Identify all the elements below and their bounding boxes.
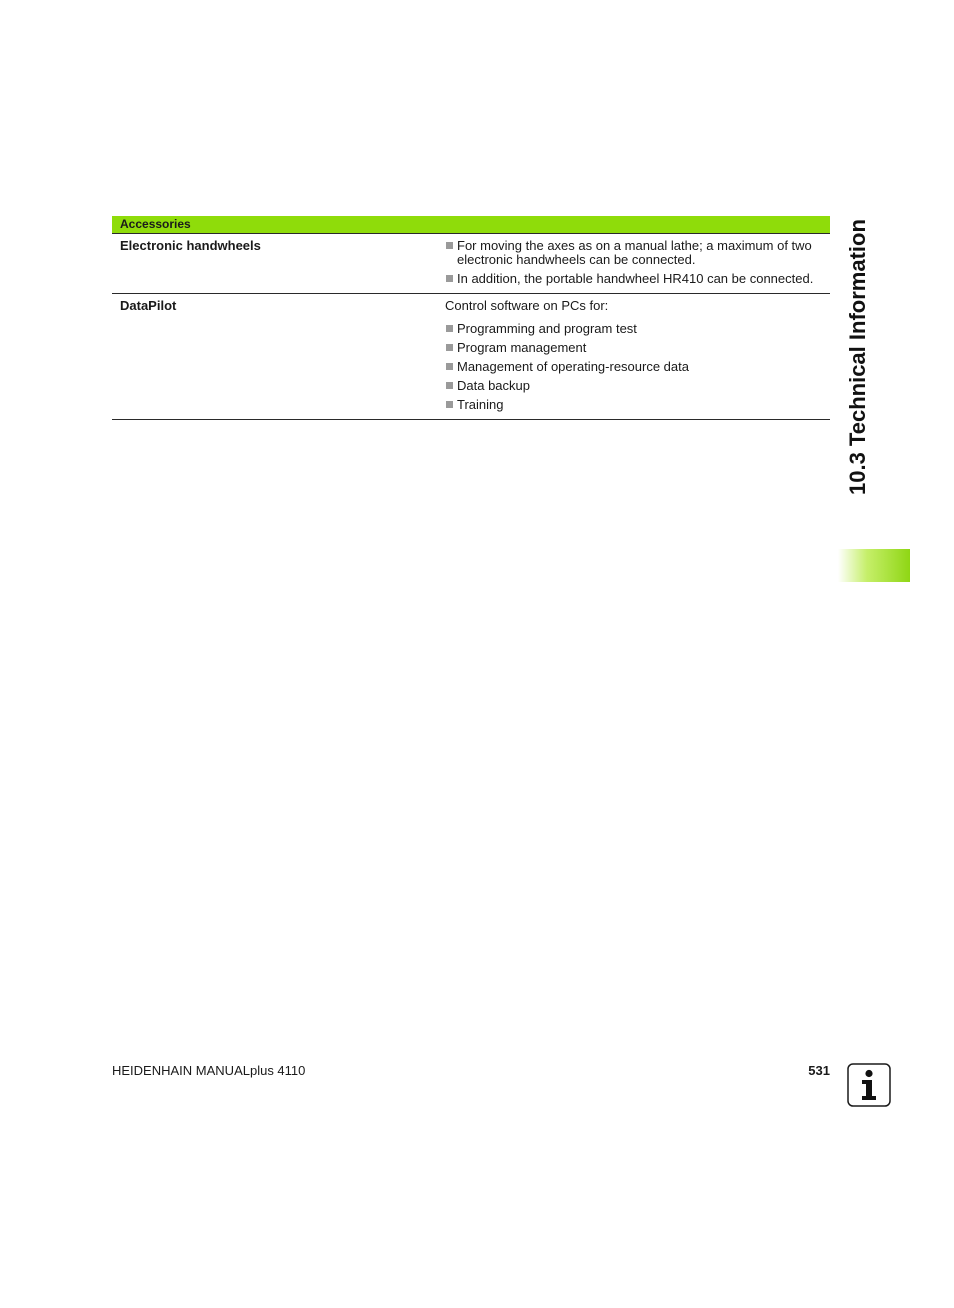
list-item-text: Data backup: [457, 378, 530, 393]
list-item: [445, 239, 830, 267]
square-bullet-icon: [446, 344, 453, 351]
square-bullet-icon: [446, 325, 453, 332]
list-item-text: For moving the axes as on a manual lathe; a maximum of two electronic handwheels can be connected.: [457, 238, 812, 267]
chapter-side-title: 10.3 Technical Information: [845, 219, 870, 495]
list-item-text: Programming and program test: [457, 321, 637, 336]
table-row: [112, 294, 830, 420]
chapter-tab-marker: [838, 549, 910, 582]
accessories-table: [112, 216, 830, 420]
list-item-text: Program management: [457, 340, 587, 355]
square-bullet-icon: [446, 401, 453, 408]
list-item-text: In addition, the portable handwheel HR410 can be connected.: [457, 271, 814, 286]
list-item: [445, 379, 830, 393]
list-item: [445, 272, 830, 286]
square-bullet-icon: [446, 275, 453, 282]
row-content: [445, 234, 830, 293]
list-item-text: Training: [457, 397, 504, 412]
row-content: [445, 294, 830, 419]
row-intro: Control software on PCs for:: [445, 298, 609, 313]
list-item: [445, 398, 830, 412]
info-icon: [847, 1063, 891, 1107]
list-item: [445, 341, 830, 355]
row-label: DataPilot: [120, 298, 177, 313]
list-item: [445, 360, 830, 374]
square-bullet-icon: [446, 363, 453, 370]
footer-manual-name: HEIDENHAIN MANUALplus 4110: [112, 1063, 306, 1078]
row-label: Electronic handwheels: [120, 238, 261, 253]
square-bullet-icon: [446, 382, 453, 389]
list-item-text: Management of operating-resource data: [457, 359, 689, 374]
list-item: [445, 322, 830, 336]
square-bullet-icon: [446, 242, 453, 249]
table-row: [112, 234, 830, 294]
page-number: 531: [808, 1063, 830, 1078]
table-header: Accessories: [112, 216, 830, 234]
